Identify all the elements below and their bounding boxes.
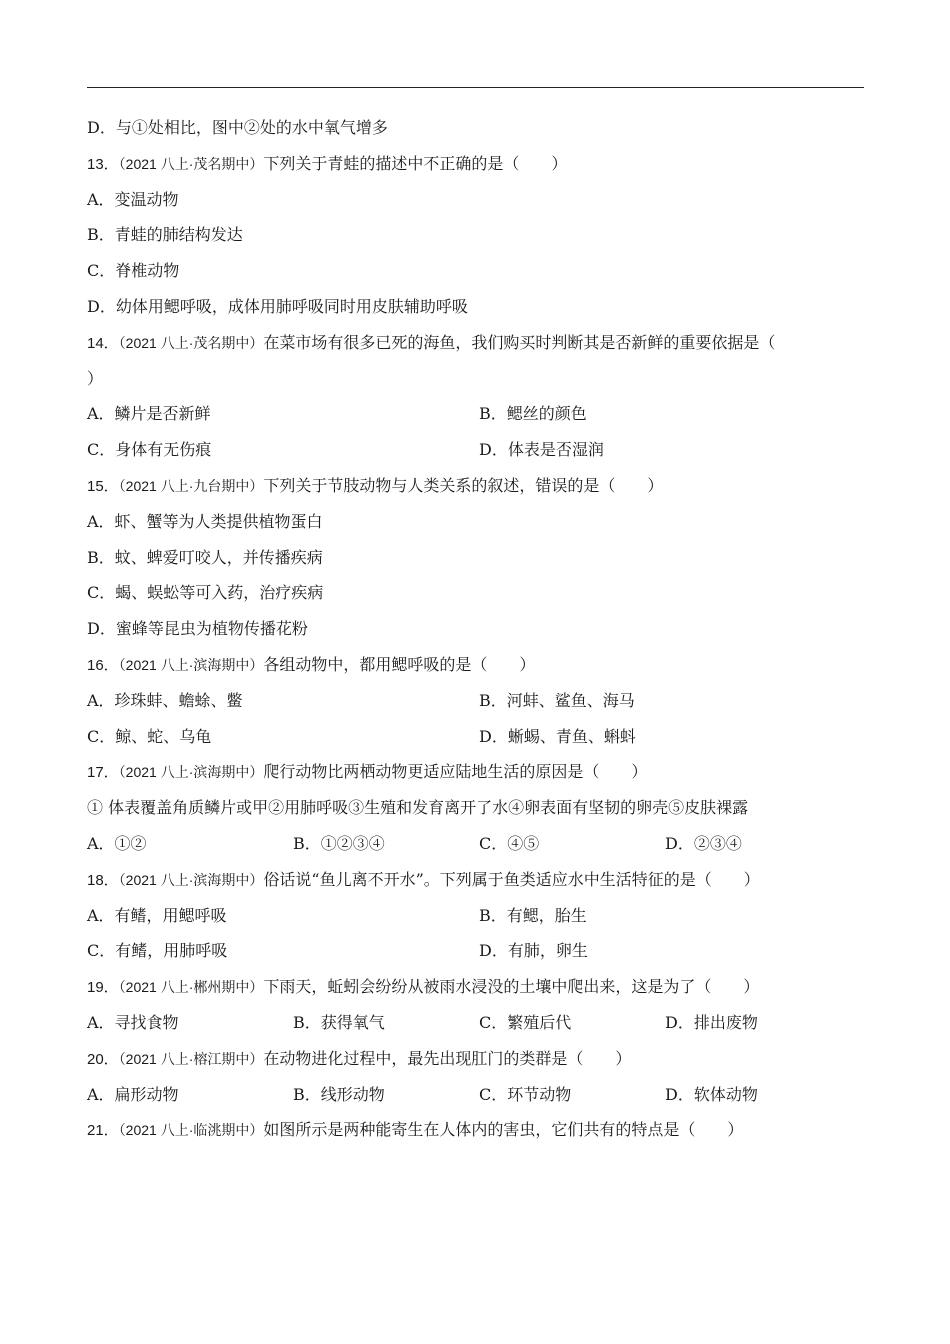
question-stem: 俗话说“鱼儿离不开水”。下列属于鱼类适应水中生活特征的是（ ） bbox=[263, 869, 760, 889]
question-number: 16． bbox=[87, 656, 119, 674]
question-line bbox=[87, 1112, 864, 1148]
question-number: 19． bbox=[87, 979, 119, 997]
question-source: （2021 八上·临洮期中） bbox=[118, 1122, 264, 1139]
question-source: （2021 八上·茂名期中） bbox=[118, 155, 264, 172]
question-number: 21． bbox=[87, 1122, 119, 1140]
question-line bbox=[87, 325, 864, 361]
question-line bbox=[87, 647, 864, 683]
option-item: C．有鳍，用肺呼吸 bbox=[87, 941, 228, 961]
option-item: C．身体有无伤痕 bbox=[87, 440, 212, 460]
text-line: A．变温动物 bbox=[87, 189, 179, 209]
document-page bbox=[87, 110, 864, 1148]
question-source: （2021 八上·九台期中） bbox=[118, 477, 264, 494]
question-number: 14． bbox=[87, 334, 119, 352]
question-source: （2021 八上·榕江期中） bbox=[118, 1050, 264, 1067]
question-number: 15． bbox=[87, 477, 119, 495]
question-line bbox=[87, 1041, 864, 1077]
options-row bbox=[87, 719, 864, 755]
option-item: B．鳃丝的颜色 bbox=[479, 404, 587, 424]
option-item: B．有鳃，胎生 bbox=[479, 905, 587, 925]
option-item: C．鲸、蛇、乌龟 bbox=[87, 726, 212, 746]
question-stem: 在菜市场有很多已死的海鱼，我们购买时判断其是否新鲜的重要依据是（ bbox=[263, 332, 776, 352]
text-line: D．与①处相比，图中②处的水中氧气增多 bbox=[87, 118, 388, 137]
question-stem: 下列关于节肢动物与人类关系的叙述，错误的是（ ） bbox=[263, 475, 664, 495]
text-line: ） bbox=[87, 368, 104, 388]
option-item: C．繁殖后代 bbox=[479, 1012, 572, 1032]
option-item: D．蜥蜴、青鱼、蝌蚪 bbox=[479, 726, 636, 746]
option-item: D．有肺，卵生 bbox=[479, 941, 588, 961]
question-number: 20． bbox=[87, 1050, 119, 1068]
question-source: （2021 八上·滨海期中） bbox=[118, 656, 264, 673]
question-number: 17． bbox=[87, 764, 119, 782]
question-stem: 爬行动物比两栖动物更适应陆地生活的原因是（ ） bbox=[263, 762, 648, 782]
question-source: （2021 八上·茂名期中） bbox=[118, 334, 264, 351]
text-line: C．蝎、蜈蚣等可入药，治疗疾病 bbox=[87, 583, 324, 603]
question-line bbox=[87, 468, 864, 504]
question-source: （2021 八上·滨海期中） bbox=[118, 764, 264, 781]
text-line: ① 体表覆盖角质鳞片或甲②用肺呼吸③生殖和发育离开了水④卵表面有坚韧的卵壳⑤皮肤裸露 bbox=[87, 798, 749, 818]
option-item: A．①② bbox=[87, 833, 147, 853]
option-item: D．排出废物 bbox=[665, 1012, 758, 1032]
option-item: A．扁形动物 bbox=[87, 1084, 179, 1104]
text-line: D．蜜蜂等昆虫为植物传播花粉 bbox=[87, 619, 308, 639]
question-source: （2021 八上·滨海期中） bbox=[118, 871, 264, 888]
option-item: A．鳞片是否新鲜 bbox=[87, 404, 211, 424]
question-stem: 下雨天，蚯蚓会纷纷从被雨水浸没的土壤中爬出来，这是为了（ ） bbox=[263, 977, 760, 997]
options-row bbox=[87, 683, 864, 719]
question-number: 13． bbox=[87, 155, 119, 173]
option-item: C．④⑤ bbox=[479, 833, 540, 853]
text-line: B．蚊、蜱爱叮咬人，并传播疾病 bbox=[87, 547, 323, 567]
text-line: D．幼体用鳃呼吸，成体用肺呼吸同时用皮肤辅助呼吸 bbox=[87, 296, 468, 316]
option-item: D．软体动物 bbox=[665, 1084, 758, 1104]
option-item: D．②③④ bbox=[665, 833, 742, 853]
question-stem: 下列关于青蛙的描述中不正确的是（ ） bbox=[263, 153, 568, 173]
text-line: B．青蛙的肺结构发达 bbox=[87, 225, 243, 245]
option-item: B．线形动物 bbox=[293, 1084, 385, 1104]
option-item: C．环节动物 bbox=[479, 1084, 572, 1104]
options-row bbox=[87, 898, 864, 934]
options-row bbox=[87, 1077, 864, 1113]
option-item: B．河蚌、鲨鱼、海马 bbox=[479, 690, 635, 710]
options-row bbox=[87, 396, 864, 432]
text-line: C．脊椎动物 bbox=[87, 261, 180, 281]
question-line bbox=[87, 862, 864, 898]
question-line bbox=[87, 146, 864, 182]
question-line bbox=[87, 754, 864, 790]
question-source: （2021 八上·郴州期中） bbox=[118, 979, 264, 996]
option-item: B．获得氧气 bbox=[293, 1012, 385, 1032]
option-item: A．有鳍，用鳃呼吸 bbox=[87, 905, 227, 925]
options-row bbox=[87, 933, 864, 969]
text-line: A．虾、蟹等为人类提供植物蛋白 bbox=[87, 511, 323, 531]
options-row bbox=[87, 826, 864, 862]
option-item: D．体表是否湿润 bbox=[479, 440, 604, 460]
option-item: A．寻找食物 bbox=[87, 1012, 179, 1032]
header-rule bbox=[87, 87, 864, 88]
question-stem: 如图所示是两种能寄生在人体内的害虫，它们共有的特点是（ ） bbox=[263, 1120, 744, 1140]
options-row bbox=[87, 432, 864, 468]
option-item: B．①②③④ bbox=[293, 833, 385, 853]
question-stem: 在动物进化过程中，最先出现肛门的类群是（ ） bbox=[263, 1048, 632, 1068]
option-item: A．珍珠蚌、蟾蜍、鳖 bbox=[87, 690, 243, 710]
question-line bbox=[87, 969, 864, 1005]
question-number: 18． bbox=[87, 871, 119, 889]
question-stem: 各组动物中，都用鳃呼吸的是（ ） bbox=[263, 654, 536, 674]
options-row bbox=[87, 1005, 864, 1041]
